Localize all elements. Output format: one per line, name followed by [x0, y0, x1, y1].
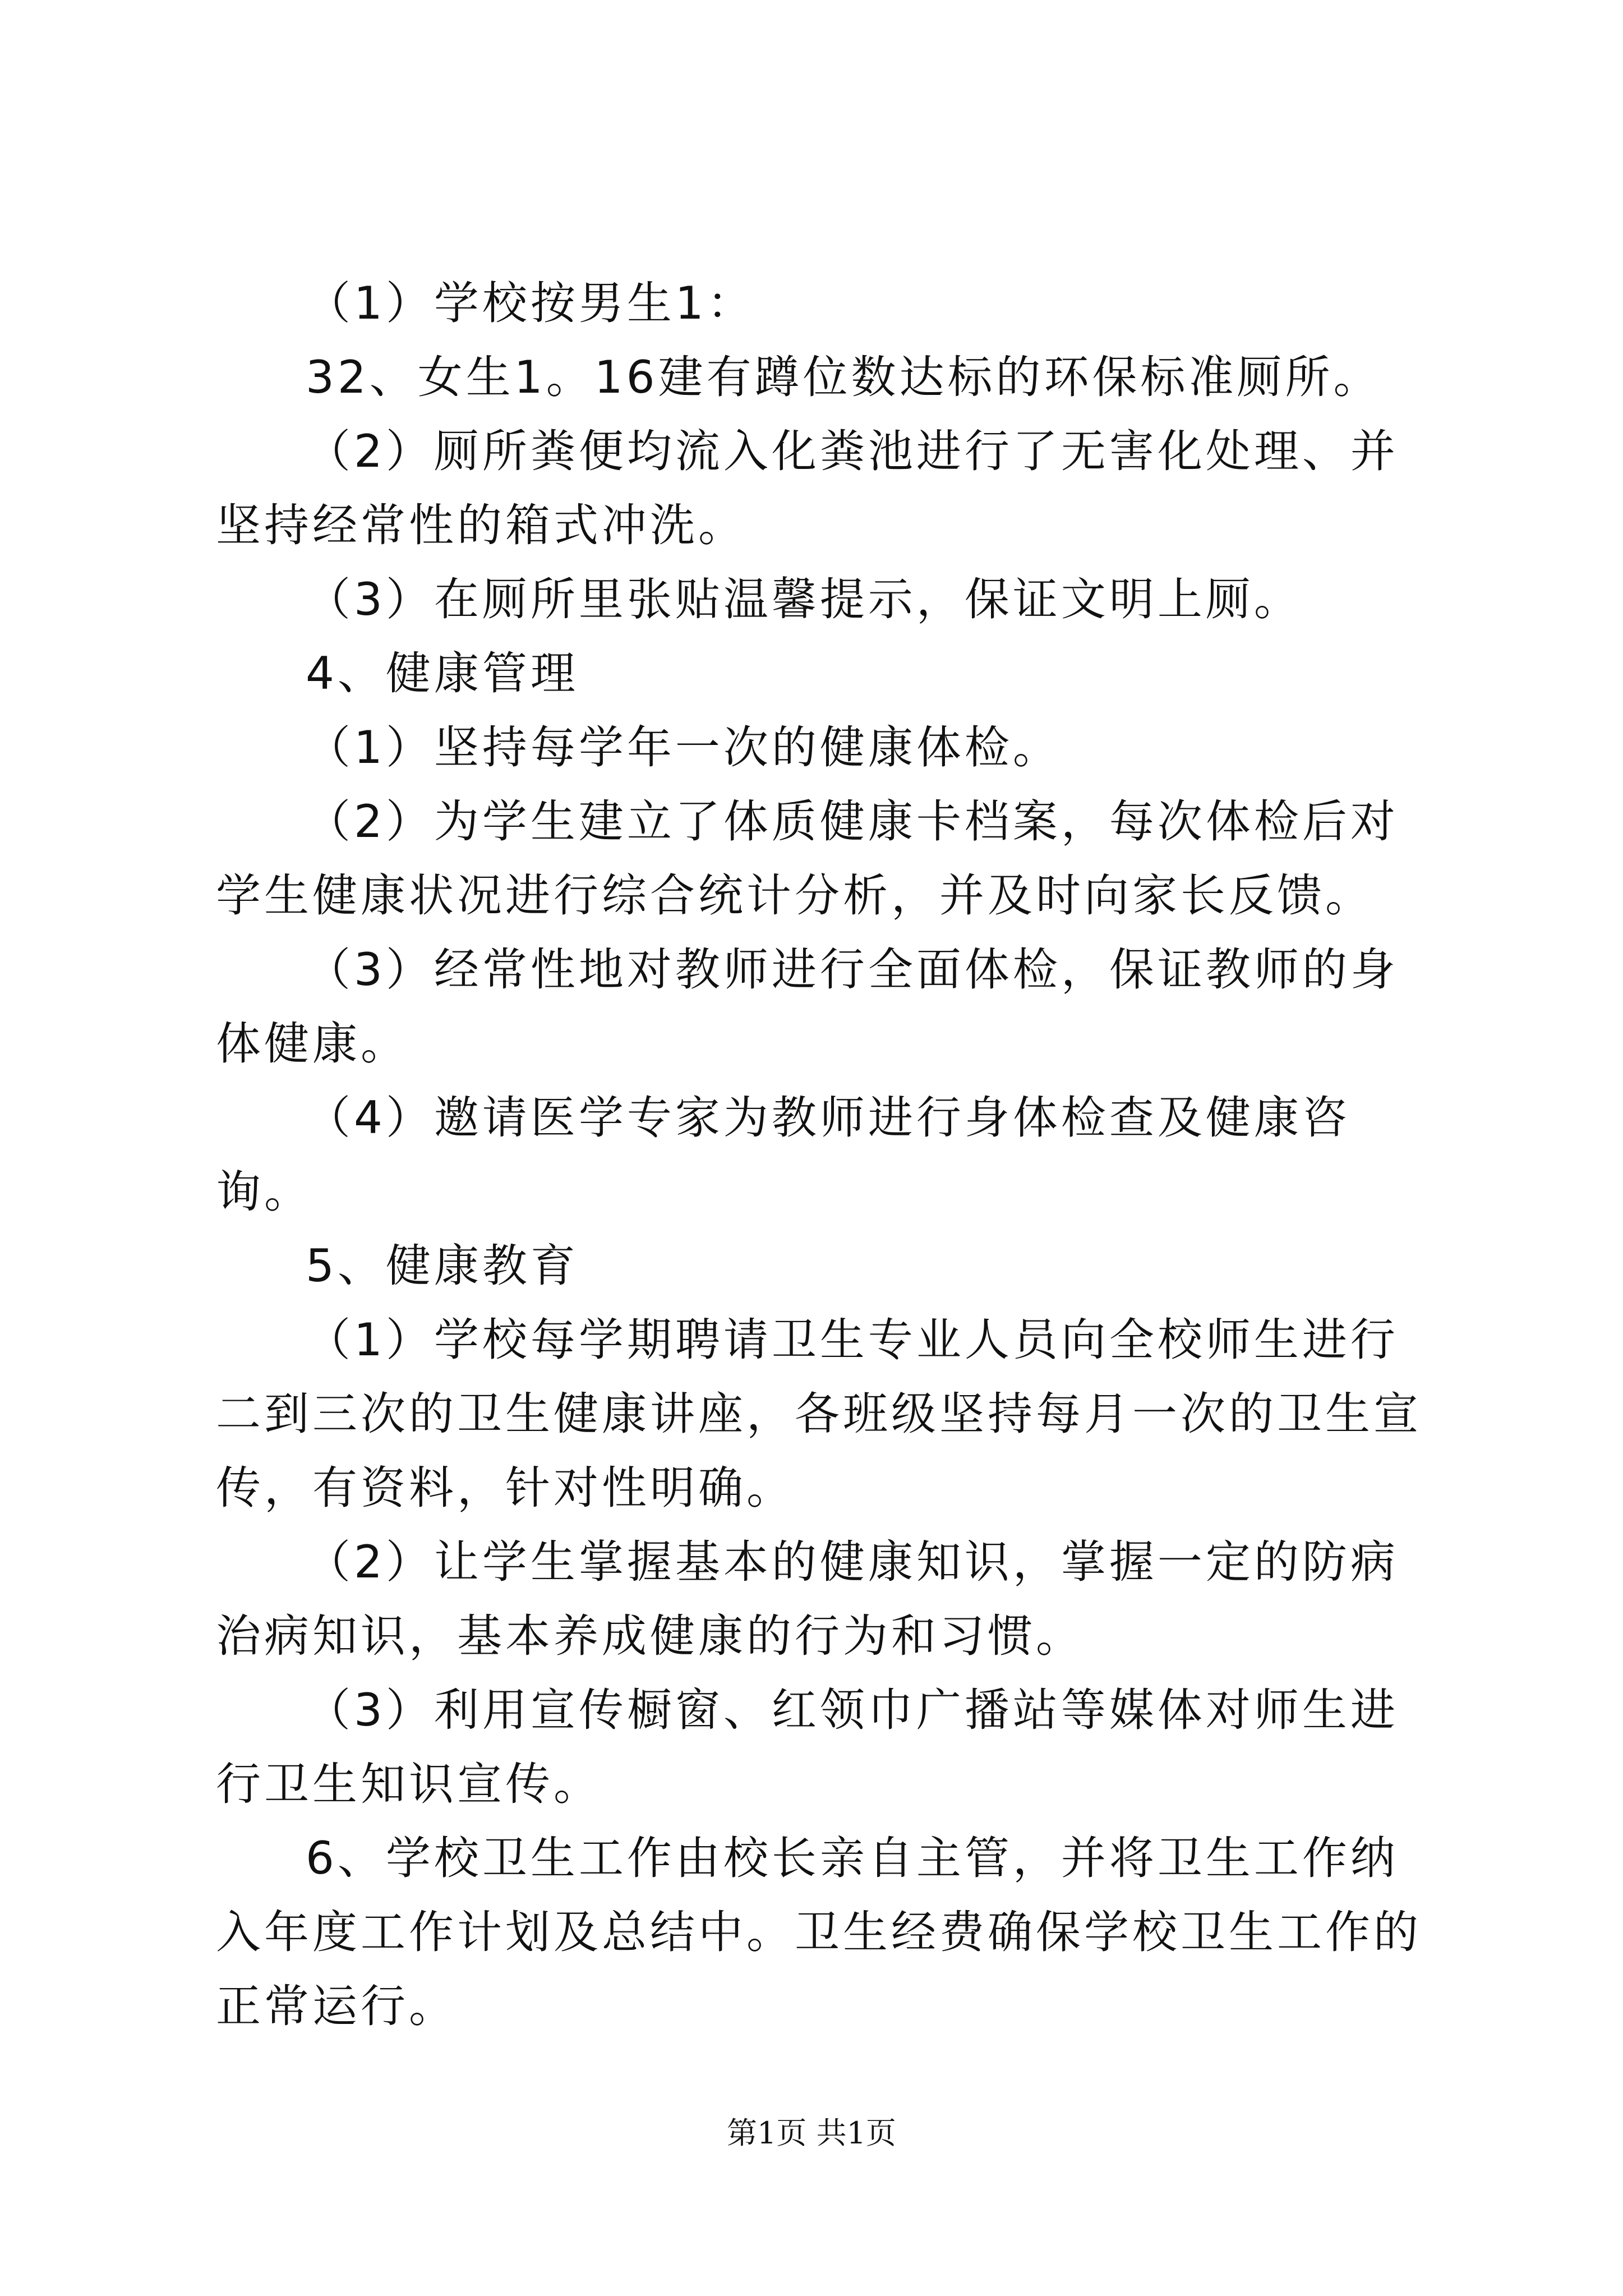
paragraph: （2）厕所粪便均流入化粪池进行了无害化处理、并坚持经常性的箱式冲洗。 — [216, 425, 1399, 551]
paragraph: （3）在厕所里张贴温馨提示，保证文明上厕。 — [306, 573, 1302, 625]
section-heading: 5、健康教育 — [306, 1240, 579, 1292]
page-footer: 第1页 共1页 — [727, 2115, 896, 2151]
paragraph: （1）坚持每学年一次的健康体检。 — [306, 721, 1061, 774]
paragraph: （1）学校按男生1： — [306, 277, 755, 329]
paragraph: 32、女生1。16建有蹲位数达标的环保标准厕所。 — [306, 351, 1382, 403]
paragraph: （4）邀请医学专家为教师进行身体检查及健康咨询。 — [216, 1092, 1350, 1218]
paragraph: （1）学校每学期聘请卫生专业人员向全校师生进行二到三次的卫生健康讲座，各班级坚持每月一次的卫生宣传，有资料，针对性明确。 — [216, 1314, 1422, 1514]
paragraph: （3）经常性地对教师进行全面体检，保证教师的身体健康。 — [216, 944, 1399, 1070]
paragraph: 6、学校卫生工作由校长亲自主管，并将卫生工作纳入年度工作计划及总结中。卫生经费确保学校卫生工作的正常运行。 — [216, 1832, 1422, 2032]
paragraph: （3）利用宣传橱窗、红领巾广播站等媒体对师生进行卫生知识宣传。 — [216, 1684, 1399, 1810]
paragraph: （2）让学生掌握基本的健康知识，掌握一定的防病治病知识，基本养成健康的行为和习惯。 — [216, 1536, 1399, 1662]
document-body — [216, 266, 1436, 2044]
section-heading: 4、健康管理 — [306, 647, 579, 700]
paragraph: （2）为学生建立了体质健康卡档案，每次体检后对学生健康状况进行综合统计分析，并及时向家长反馈。 — [216, 795, 1399, 922]
